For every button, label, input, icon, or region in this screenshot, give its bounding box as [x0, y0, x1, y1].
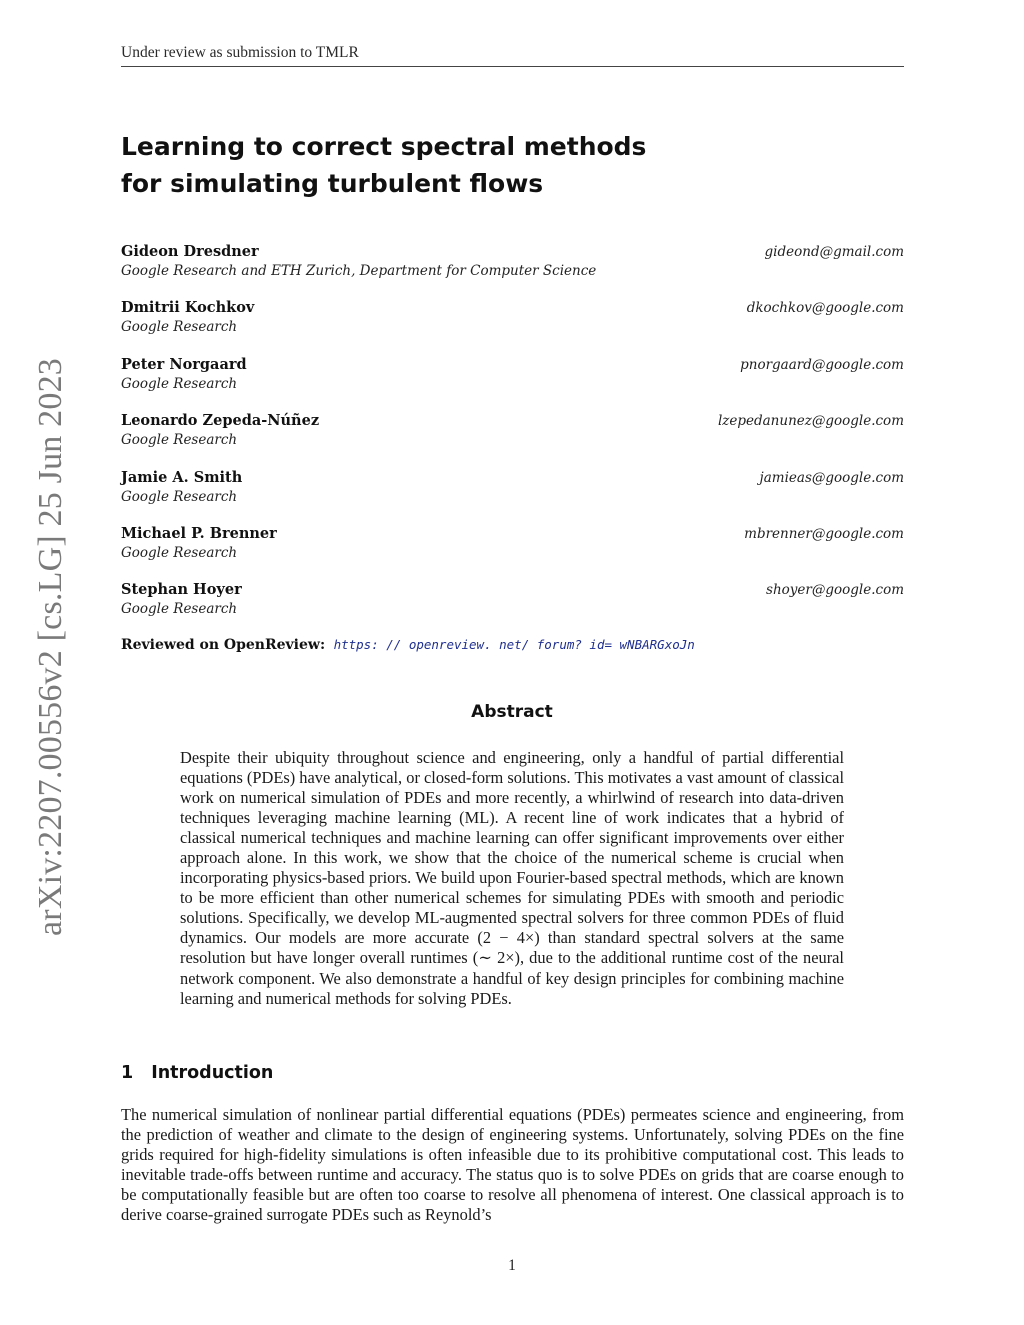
author-name: Dmitrii Kochkov: [121, 299, 255, 317]
section-title: Introduction: [151, 1063, 274, 1083]
author-block: [121, 356, 904, 412]
author-email[interactable]: shoyer@google.com: [766, 582, 904, 599]
openreview-line: [121, 637, 695, 653]
page-number: 1: [508, 1257, 516, 1274]
author-block: [121, 581, 904, 637]
author-name: Stephan Hoyer: [121, 581, 242, 599]
author-email[interactable]: mbrenner@google.com: [744, 525, 904, 542]
paper-title-line-2: for simulating turbulent flows: [121, 169, 544, 198]
author-affiliation: Google Research: [121, 432, 238, 449]
author-affiliation: Google Research: [121, 319, 238, 336]
section-heading: [121, 1063, 273, 1083]
introduction-text: The numerical simulation of nonlinear partial differential equations (PDEs) permeates science and engineering, from the prediction of weather and climate to the design of engineering systems. Unfortunately, solving PDEs on the fine grids required for high-fidelity simulations is often infeasible due to its prohibitive computational cost. This leads to inevitable trade-offs between runtime and accuracy. The status quo is to solve PDEs on grids that are coarse enough to be computationally feasible but are often too coarse to resolve all phenomena of interest. One classical approach is to derive coarse-grained surrogate PDEs such as Reynold’s: [121, 1105, 904, 1225]
author-email[interactable]: dkochkov@google.com: [746, 300, 904, 317]
abstract-text: Despite their ubiquity throughout science and engineering, only a handful of partial differential equations (PDEs) have analytical, or closed-form solutions. This motivates a vast amount of classical work on numerical simulation of PDEs and more recently, a whirlwind of research into data-driven techniques leveraging machine learning (ML). A recent line of work indicates that a hybrid of classical numerical techniques and machine learning can offer significant improvements over either approach alone. In this work, we show that the choice of the numerical scheme is crucial when incorporating physics-based priors. We build upon Fourier-based spectral methods, which are known to be more efficient than other numerical schemes for simulating PDEs with smooth and periodic solutions. Specifically, we develop ML-augmented spectral solvers for three common PDEs of fluid dynamics. Our models are more accurate (2 − 4×) than standard spectral solvers at the same resolution but have longer overall runtimes (∼ 2×), due to the additional runtime cost of the neural network component. We also demonstrate a handful of key design principles for combining machine learning and numerical methods for solving PDEs.: [180, 748, 844, 1008]
author-list: [121, 243, 904, 638]
running-header: Under review as submission to TMLR: [121, 44, 904, 67]
author-email[interactable]: gideond@gmail.com: [764, 244, 904, 260]
author-affiliation: Google Research: [121, 544, 238, 561]
section-number: 1: [121, 1063, 134, 1083]
author-email[interactable]: pnorgaard@google.com: [740, 356, 904, 373]
author-name: Gideon Dresdner: [121, 243, 259, 260]
author-affiliation: Google Research and ETH Zurich, Department for Computer Science: [121, 263, 597, 279]
author-block: [121, 525, 904, 581]
author-name: Jamie A. Smith: [121, 468, 243, 486]
author-block: [121, 412, 904, 468]
author-email[interactable]: lzepedanunez@google.com: [717, 413, 904, 430]
openreview-label: Reviewed on OpenReview:: [121, 637, 326, 653]
author-affiliation: Google Research: [121, 488, 238, 505]
author-block: [121, 469, 904, 525]
paper-title-line-1: Learning to correct spectral methods: [121, 132, 647, 161]
paper-title: [121, 128, 741, 202]
author-email[interactable]: jamieas@google.com: [759, 469, 904, 486]
author-name: Michael P. Brenner: [121, 524, 277, 542]
author-name: Peter Norgaard: [121, 355, 247, 373]
openreview-link[interactable]: https: // openreview. net/ forum? id= wNBARGxoJn: [333, 637, 695, 652]
abstract-heading: Abstract: [471, 702, 553, 722]
author-affiliation: Google Research: [121, 601, 238, 618]
author-name: Leonardo Zepeda-Núñez: [121, 412, 320, 430]
author-affiliation: Google Research: [121, 375, 238, 392]
author-block: [121, 243, 904, 299]
author-block: [121, 299, 904, 355]
arxiv-identifier-stamp: arXiv:2207.00556v2 [cs.LG] 25 Jun 2023: [32, 358, 69, 936]
